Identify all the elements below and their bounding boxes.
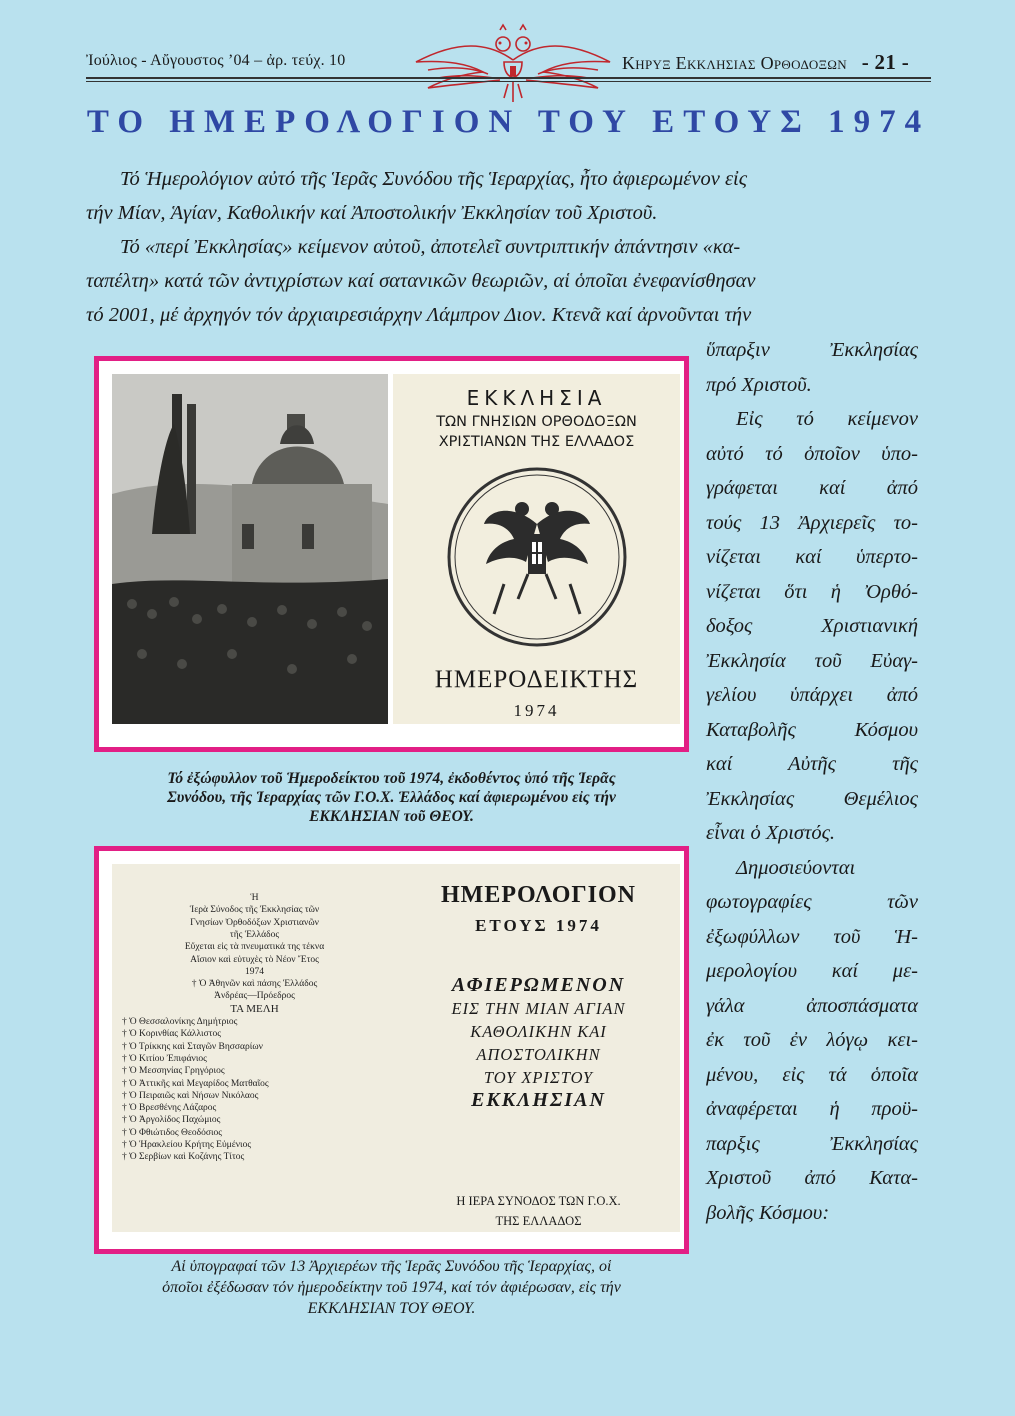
dedication-line: ΚΑΘΟΛΙΚΗΝ ΚΑΙ bbox=[470, 1022, 607, 1041]
column-line: μένου, εἰς τά ὁποῖα bbox=[706, 1063, 918, 1086]
page-number: - 21 - bbox=[861, 50, 910, 74]
column-line: φωτογραφίες τῶν bbox=[706, 891, 918, 913]
figure2-caption bbox=[94, 1256, 689, 1319]
caption2-line3: ΕΚΚΛΗΣΙΑΝ ΤΟΥ ΘΕΟΥ. bbox=[307, 1300, 476, 1317]
right-column-text bbox=[706, 333, 918, 1230]
column-line: γελίου ὑπάρχει ἀπό bbox=[706, 684, 918, 706]
column-line: παρξις Ἐκκλησίας bbox=[706, 1132, 918, 1155]
article-title: ΤΟ ΗΜΕΡΟΛΟΓΙΟΝ ΤΟΥ ΕΤΟΥΣ 1974 bbox=[86, 104, 931, 140]
cover-line3: ΧΡΙΣΤΙΑΝΩΝ ΤΗΣ ΕΛΛΑΔΟΣ bbox=[438, 434, 635, 450]
synod-footer-2: ΤΗΣ ΕΛΛΑΔΟΣ bbox=[495, 1214, 582, 1228]
column-line: Δημοσιεύονται bbox=[736, 856, 856, 879]
caption1-line1: Τό ἐξώφυλλον τοῦ Ἡμεροδείκτου τοῦ 1974, ἐκδοθέντος ὑπό τῆς Ἱερᾶς bbox=[167, 770, 616, 787]
church-illustration bbox=[112, 374, 388, 724]
column-line: καί Αὐτῆς τῆς bbox=[706, 753, 918, 775]
caption1-line2: Συνόδου, τῆς Ἱεραρχίας τῶν Γ.Ο.Χ. Ἑλλάδος καί ἀφιερωμένου εἰς τήν bbox=[167, 789, 616, 806]
signature-header-line: Εὔχεται εἰς τὰ πνευματικά της τέκνα bbox=[184, 942, 325, 953]
dedication-line: ΕΙΣ ΤΗΝ ΜΙΑΝ ΑΓΙΑΝ bbox=[451, 999, 626, 1018]
calendar-year: ΕΤΟΥΣ 1974 bbox=[475, 916, 602, 935]
para1-line2: τήν Μίαν, Ἁγίαν, Καθολικήν καί Ἀποστολικήν Ἐκκλησίαν τοῦ Χριστοῦ. bbox=[86, 202, 658, 224]
column-line: ἐκ τοῦ ἐν λόγῳ κει- bbox=[706, 1029, 918, 1051]
signature-header-line: ΤΑ ΜΕΛΗ bbox=[230, 1002, 279, 1015]
dedication-block bbox=[397, 974, 680, 1112]
para2-line3: τό 2001, μέ ἀρχηγόν τόν ἀρχιαιρεσιάρχην Λάμπρον Διον. Κτενᾶ καί ἀρνοῦνται τήν bbox=[86, 304, 752, 326]
column-line: ἀναφέρεται ἡ προϋ- bbox=[706, 1098, 918, 1120]
member-signature: † Ὁ Ἀττικῆς καὶ Μεγαρίδος Ματθαῖος bbox=[122, 1078, 269, 1089]
signature-header-line: Γνησίων Ὀρθοδόξων Χριστιανῶν bbox=[190, 917, 319, 928]
dedication-line: ΕΚΚΛΗΣΙΑΝ bbox=[471, 1089, 606, 1111]
figure1-frame bbox=[94, 356, 689, 752]
double-headed-eagle-icon bbox=[408, 22, 618, 104]
para2-line2: ταπέλτη» κατά τῶν ἀντιχρίστων καί σατανικῶν θεωριῶν, αἱ ὁποῖαι ἐνεφανίσθησαν bbox=[86, 270, 756, 292]
member-signature: † Ὁ Κιτίου Ἐπιφάνιος bbox=[122, 1053, 207, 1064]
cover-line2: ΤΩΝ ΓΝΗΣΙΩΝ ΟΡΘΟΔΟΞΩΝ bbox=[436, 414, 637, 430]
cover-year: 1974 bbox=[513, 701, 560, 720]
header-journal bbox=[622, 50, 909, 75]
header-rule bbox=[86, 77, 931, 79]
column-line: βολῆς Κόσμου: bbox=[706, 1201, 830, 1224]
column-line: δοξος Χριστιανική bbox=[706, 615, 918, 637]
calendar-title: ΗΜΕΡΟΛΟΓΙΟΝ bbox=[441, 882, 636, 908]
member-signature: † Ὁ Φθιώτιδος Θεοδόσιος bbox=[122, 1127, 223, 1138]
caption1-line3: ΕΚΚΛΗΣΙΑΝ τοῦ ΘΕΟΥ. bbox=[309, 808, 474, 825]
member-signature: † Ὁ Ἡρακλείου Κρήτης Εὐμένιος bbox=[122, 1140, 252, 1150]
member-signature: † Ὁ Βρεσθένης Λάζαρος bbox=[122, 1103, 217, 1114]
member-signature: † Ὁ Πειραιῶς καὶ Νήσων Νικόλαος bbox=[122, 1090, 259, 1101]
column-line: Ἐκκλησία τοῦ Εὐαγ- bbox=[706, 649, 918, 672]
calendar-cover-1974 bbox=[393, 374, 680, 724]
synod-footer: Η ΙΕΡΑ ΣΥΝΟΔΟΣ ΤΩΝ Γ.Ο.Χ. bbox=[456, 1194, 621, 1208]
member-signature: † Ὁ Μεσσηνίας Γρηγόριος bbox=[122, 1066, 225, 1077]
member-signature: † Ὁ Θεσσαλονίκης Δημήτριος bbox=[122, 1017, 238, 1027]
column-line: μερολογίου καί με- bbox=[706, 960, 918, 982]
column-line: πρό Χριστοῦ. bbox=[706, 373, 812, 396]
column-line: νίζεται ὅτι ἡ Ὀρθό- bbox=[706, 580, 918, 603]
column-line: εἶναι ὁ Χριστός. bbox=[706, 822, 836, 844]
header-issue: Ἰούλιος - Αὔγουστος ’04 – ἀρ. τεύχ. 10 bbox=[86, 52, 346, 69]
column-line: ἐξωφύλλων τοῦ Ἡ- bbox=[706, 925, 918, 948]
signature-header-line: Ἀνδρέας—Πρόεδρος bbox=[214, 991, 295, 1002]
figure1-caption bbox=[94, 769, 689, 826]
dedication-line: ΑΦΙΕΡΩΜΕΝΟΝ bbox=[451, 974, 626, 996]
signature-header-line: Ἡ bbox=[250, 893, 259, 903]
dedication-line: ΤΟΥ ΧΡΙΣΤΟΥ bbox=[483, 1068, 594, 1087]
member-signature: † Ὁ Σερβίων καὶ Κοζάνης Τίτος bbox=[122, 1152, 245, 1163]
signature-header-line: τῆς Ἑλλάδος bbox=[229, 929, 280, 940]
signatures-page bbox=[112, 864, 397, 1232]
column-line: ὕπαρξιν Ἐκκλησίας bbox=[706, 339, 918, 361]
cover-church-name: ΕΚΚΛΗΣΙΑ bbox=[466, 386, 607, 410]
church-photo bbox=[112, 374, 388, 724]
caption2-line1: Αἱ ὑπογραφαί τῶν 13 Ἀρχιερέων τῆς Ἱερᾶς Συνόδου τῆς Ἱεραρχίας, οἱ bbox=[171, 1258, 612, 1275]
signature-header-line: 1974 bbox=[245, 966, 264, 977]
seal-eagle-icon bbox=[444, 464, 630, 650]
calendar-title-page bbox=[397, 864, 680, 1232]
figure2-frame bbox=[94, 846, 689, 1254]
para2-line1: Τό «περί Ἐκκλησίας» κείμενον αὐτοῦ, ἀποτελεῖ συντριπτικήν ἀπάντησιν «κα- bbox=[120, 236, 741, 258]
column-line: Εἰς τό κείμενον bbox=[736, 408, 918, 430]
journal-title: Κηρυξ Εκκλησιας Ορθοδοξων bbox=[622, 53, 847, 73]
column-line: αὐτό τό ὁποῖον ὑπο- bbox=[706, 442, 918, 465]
member-signature: † Ὁ Τρίκκης καὶ Σταγῶν Βησσαρίων bbox=[122, 1041, 263, 1052]
signature-header-line: Αἴσιον καὶ εὐτυχὲς τὸ Νέον Ἔτος bbox=[190, 954, 319, 965]
column-line: τούς 13 Ἀρχιερεῖς το- bbox=[706, 511, 918, 534]
member-signature: † Ὁ Κορινθίας Κάλλιστος bbox=[122, 1029, 222, 1040]
column-line: γάλα ἀποσπάσματα bbox=[706, 994, 918, 1017]
member-signature: † Ὁ Ἀργολίδος Παχώμιος bbox=[122, 1115, 221, 1126]
dedication-line: ΑΠΟΣΤΟΛΙΚΗΝ bbox=[476, 1045, 601, 1064]
cover-title: ΗΜΕΡΟΔΕΙΚΤΗΣ bbox=[434, 666, 639, 693]
signature-header-line: † Ὁ Ἀθηνῶν καὶ πάσης Ἑλλάδος bbox=[191, 979, 318, 990]
header-rule-thin bbox=[86, 81, 931, 82]
para1-line1: Τό Ἡμερολόγιον αὐτό τῆς Ἱερᾶς Συνόδου τῆς Ἱεραρχίας, ἦτο ἀφιερωμένον εἰς bbox=[120, 168, 748, 190]
column-line: Καταβολῆς Κόσμου bbox=[706, 718, 918, 741]
column-line: Ἐκκλησίας Θεμέλιος bbox=[706, 787, 918, 810]
signature-header-line: Ἱερὰ Σύνοδος τῆς Ἐκκλησίας τῶν bbox=[189, 905, 320, 916]
caption2-line2: ὁποῖοι ἐξέδωσαν τόν ἡμεροδείκτην τοῦ 1974, καί τόν ἀφιέρωσαν, εἰς τήν bbox=[162, 1279, 621, 1296]
column-line: νίζεται καί ὑπερτο- bbox=[706, 546, 918, 568]
column-line: Χριστοῦ ἀπό Κατα- bbox=[706, 1167, 918, 1189]
column-line: γράφεται καί ἀπό bbox=[706, 477, 918, 499]
